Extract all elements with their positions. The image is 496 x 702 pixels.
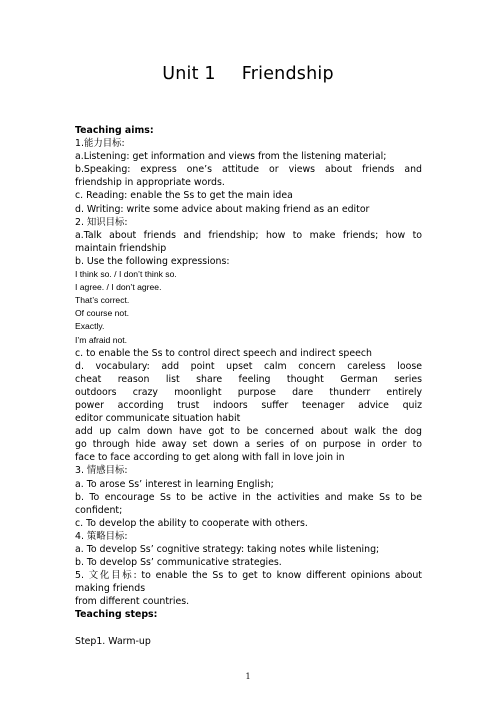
body-line: from different countries. bbox=[75, 596, 190, 608]
body-line: 2. 知识目标: bbox=[75, 216, 128, 228]
expression-line: Exactly. bbox=[75, 321, 105, 332]
page-number: 1 bbox=[245, 672, 251, 681]
document-title bbox=[0, 64, 496, 84]
body-line: b.Speaking: express one’s attitude or views about friends and bbox=[75, 164, 422, 176]
body-line: a. To arose Ss’ interest in learning English; bbox=[75, 478, 274, 490]
phrase-line: face to face according to get along with fall in love join in bbox=[75, 452, 345, 464]
body-line: 4. 策略目标: bbox=[75, 530, 128, 542]
body-line: b. To encourage Ss to be active in the activities and make Ss to be bbox=[75, 491, 422, 503]
body-line: a.Listening: get information and views from the listening material; bbox=[75, 151, 387, 163]
expression-line: I’m afraid not. bbox=[75, 334, 128, 345]
expression-line: I agree. / I don’t agree. bbox=[75, 282, 162, 293]
vocabulary-line: power according trust indoors suffer teenager advice quiz bbox=[75, 399, 422, 411]
vocabulary-line: outdoors crazy moonlight purpose dare thunderr entirely bbox=[75, 386, 422, 398]
body-line: b. Use the following expressions: bbox=[75, 255, 230, 267]
body-line: friendship in appropriate words. bbox=[75, 177, 225, 189]
title-unit: Unit 1 bbox=[162, 64, 216, 84]
body-line: maintain friendship bbox=[75, 242, 167, 254]
body-line: b. To develop Ss’ communicative strategies. bbox=[75, 557, 282, 569]
body-line: 3. 情感目标: bbox=[75, 465, 128, 477]
heading-teaching-steps: Teaching steps: bbox=[75, 609, 158, 621]
expression-line: I think so. / I don’t think so. bbox=[75, 269, 177, 280]
phrase-line: go through hide away set down a series of on purpose in order to bbox=[75, 439, 422, 451]
body-line: confident; bbox=[75, 504, 123, 516]
title-name: Friendship bbox=[241, 64, 334, 84]
step-heading: Step1. Warm-up bbox=[75, 635, 151, 647]
body-line: c. to enable the Ss to control direct speech and indirect speech bbox=[75, 347, 372, 359]
vocabulary-line: cheat reason list share feeling thought German series bbox=[75, 373, 422, 385]
document-body bbox=[75, 124, 422, 648]
body-line: c. Reading: enable the Ss to get the main idea bbox=[75, 190, 293, 202]
vocabulary-line: editor communicate situation habit bbox=[75, 413, 241, 425]
body-line: c. To develop the ability to cooperate with others. bbox=[75, 517, 308, 529]
expression-line: Of course not. bbox=[75, 308, 129, 319]
heading-teaching-aims: Teaching aims: bbox=[75, 125, 154, 136]
body-line: a. To develop Ss’ cognitive strategy: taking notes while listening; bbox=[75, 544, 380, 555]
blank-line bbox=[75, 622, 422, 635]
expression-line: That’s correct. bbox=[75, 295, 130, 306]
body-line: 1.能力目标: bbox=[75, 138, 125, 150]
body-line: d. Writing: write some advice about making friend as an editor bbox=[75, 203, 370, 215]
body-line: 5. 文化目标: to enable the Ss to get to know different opinions about bbox=[75, 570, 422, 582]
vocabulary-line: d. vocabulary: add point upset calm concern careless loose bbox=[75, 360, 422, 372]
body-line: making friends bbox=[75, 583, 146, 595]
phrase-line: add up calm down have got to be concerned about walk the dog bbox=[75, 426, 422, 438]
body-line: a.Talk about friends and friendship; how to make friends; how to bbox=[75, 229, 422, 241]
